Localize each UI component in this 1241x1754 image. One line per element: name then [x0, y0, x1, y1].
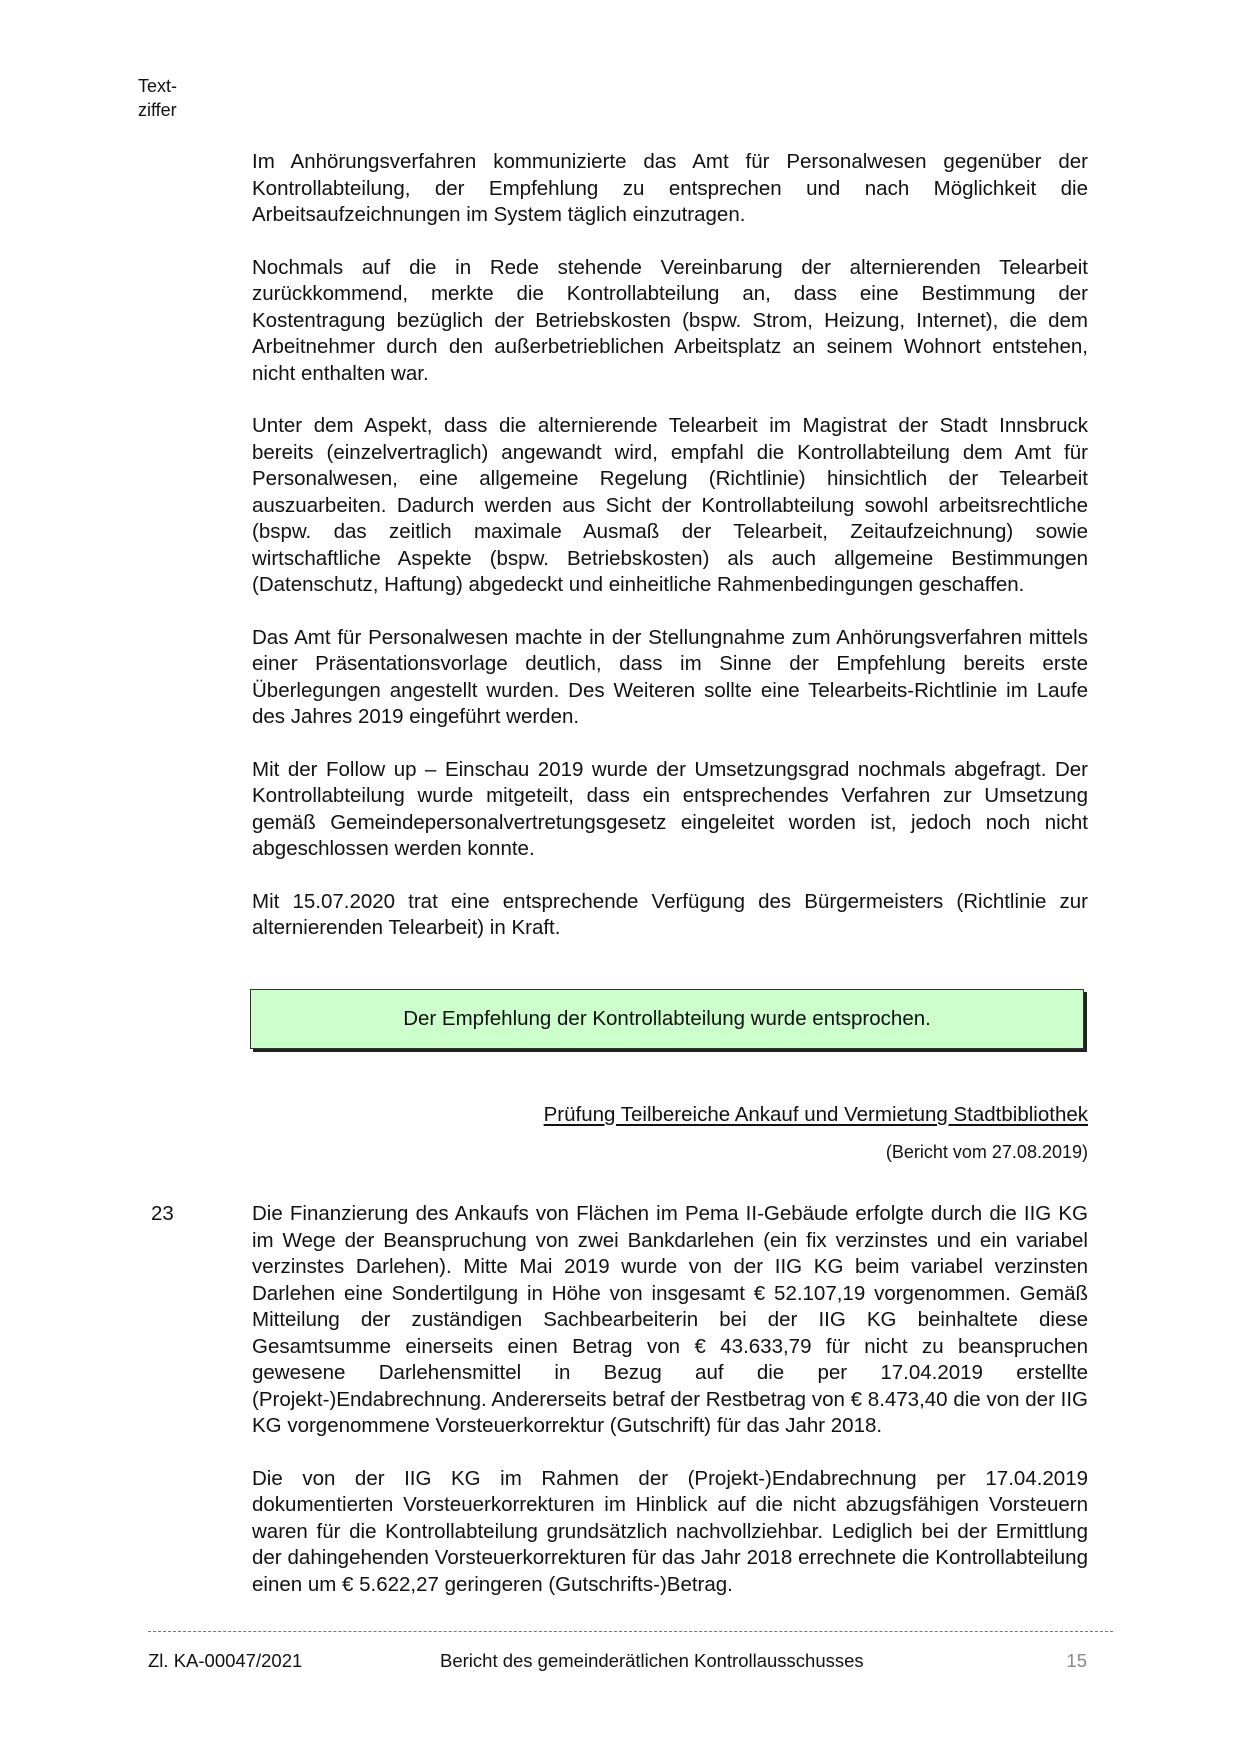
paragraph: Im Anhörungsverfahren kommunizierte das Amt für Personalwesen gegenüber der Kontrollabteilung, der Empfehlung zu entsprechen und nach Möglichkeit die Arbeitsaufzeichnungen im System täglich einzutragen. — [252, 150, 1088, 226]
paragraph-number: 23 — [151, 1202, 174, 1225]
top-paragraphs — [252, 149, 1088, 942]
textziffer-label-line1: Text- — [138, 76, 178, 96]
recommendation-result-box — [250, 989, 1084, 1049]
footer-divider — [148, 1631, 1113, 1632]
bottom-paragraphs — [252, 1201, 1088, 1598]
paragraph: Die von der IIG KG im Rahmen der (Projekt-)Endabrechnung per 17.04.2019 dokumentierten Vorsteuerkorrekturen im Hinblick auf die nicht abzugsfähigen Vorsteuern waren für die Kontrollabteilung grundsätzlich nachvollziehbar. Lediglich bei der Ermittlung der dahingehenden Vorsteuerkorrekturen für das Jahr 2018 errechnete die Kontrollabteilung einen um € 5.622,27 geringeren (Gutschrifts-)Betrag. — [252, 1466, 1088, 1596]
section-report-date: (Bericht vom 27.08.2019) — [885, 1142, 1088, 1162]
section-title: Prüfung Teilbereiche Ankauf und Vermietung Stadtbibliothek — [543, 1103, 1088, 1126]
page-number: 15 — [1066, 1650, 1087, 1671]
footer-reference: Zl. KA-00047/2021 — [148, 1650, 303, 1671]
textziffer-label — [138, 74, 177, 122]
recommendation-result-text: Der Empfehlung der Kontrollabteilung wurde entsprochen. — [403, 1007, 931, 1030]
paragraph: Das Amt für Personalwesen machte in der Stellungnahme zum Anhörungsverfahren mittels einer Präsentationsvorlage deutlich, dass im Sinne der Empfehlung bereits erste Überlegungen angestellt wurden. Des Weiteren sollte eine Telearbeits-Richtlinie im Laufe des Jahres 2019 eingeführt werden. — [252, 625, 1088, 728]
footer-title: Bericht des gemeinderätlichen Kontrollausschusses — [440, 1650, 864, 1671]
textziffer-label-line2: ziffer — [138, 100, 177, 120]
paragraph: Unter dem Aspekt, dass die alternierende Telearbeit im Magistrat der Stadt Innsbruck bereits (einzelvertraglich) angewandt wird, empfahl die Kontrollabteilung dem Amt für Personalwesen, eine allgemeine Regelung (Richtlinie) hinsichtlich der Telearbeit auszuarbeiten. Dadurch werden aus Sicht der Kontrollabteilung sowohl arbeitsrechtliche (bspw. das zeitlich maximale Ausmaß der Telearbeit, Zeitaufzeichnung) sowie wirtschaftliche Aspekte (bspw. Betriebskosten) als auch allgemeine Bestimmungen (Datenschutz, Haftung) abgedeckt und einheitliche Rahmenbedingungen geschaffen. — [252, 414, 1088, 596]
paragraph: Mit 15.07.2020 trat eine entsprechende Verfügung des Bürgermeisters (Richtlinie zur alternierenden Telearbeit) in Kraft. — [252, 889, 1088, 939]
paragraph: Mit der Follow up – Einschau 2019 wurde der Umsetzungsgrad nochmals abgefragt. Der Kontrollabteilung wurde mitgeteilt, dass ein entsprechendes Verfahren zur Umsetzung gemäß Gemeindepersonalvertretungsgesetz eingeleitet worden ist, jedoch noch nicht abgeschlossen werden konnte. — [252, 757, 1088, 860]
paragraph: Nochmals auf die in Rede stehende Vereinbarung der alternierenden Telearbeit zurückkommend, merkte die Kontrollabteilung an, dass eine Bestimmung der Kostentragung bezüglich der Betriebskosten (bspw. Strom, Heizung, Internet), die dem Arbeitnehmer durch den außerbetrieblichen Arbeitsplatz an seinem Wohnort entstehen, nicht enthalten war. — [252, 255, 1088, 385]
paragraph: Die Finanzierung des Ankaufs von Flächen im Pema II-Gebäude erfolgte durch die IIG KG im Wege der Beanspruchung von zwei Bankdarlehen (ein fix verzinstes und ein variabel verzinstes Darlehen). Mitte Mai 2019 wurde von der IIG KG beim variabel verzinsten Darlehen eine Sondertilgung in Höhe von insgesamt € 52.107,19 vorgenommen. Gemäß Mitteilung der zuständigen Sachbearbeiterin bei der IIG KG beinhaltete diese Gesamtsumme einerseits einen Betrag von € 43.633,79 für nicht zu beanspruchen gewesene Darlehensmittel in Bezug auf die per 17.04.2019 erstellte (Projekt-)Endabrechnung. Andererseits betraf der Restbetrag von € 8.473,40 die von der IIG KG vorgenommene Vorsteuerkorrektur (Gutschrift) für das Jahr 2018. — [252, 1202, 1088, 1437]
